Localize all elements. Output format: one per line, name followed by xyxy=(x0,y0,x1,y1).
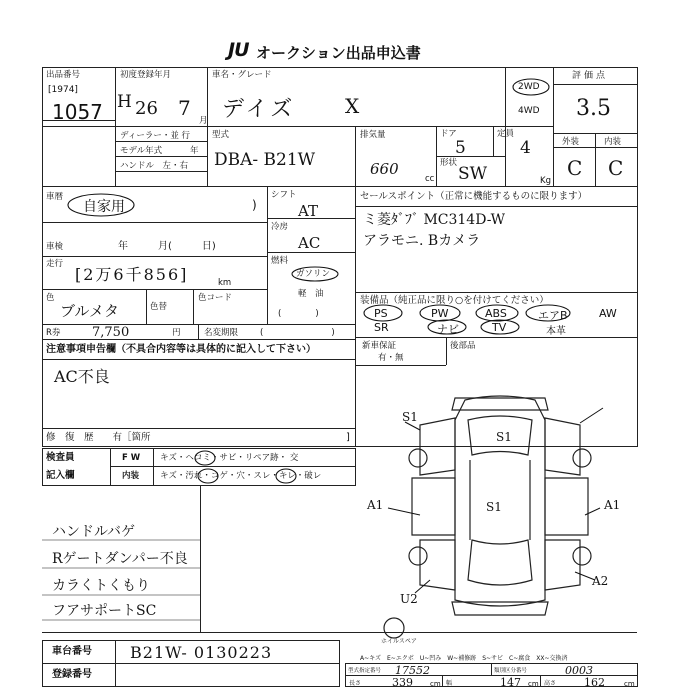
model-code: DBA- B21W xyxy=(214,150,316,170)
history-value: 自家用 xyxy=(83,199,125,215)
doors-label: ドア xyxy=(440,129,457,139)
equip-sr: SR xyxy=(374,321,389,334)
first-reg-label: 初度登録年月 xyxy=(120,70,172,80)
width-label: 幅 xyxy=(446,680,453,687)
fuel-paren: ( ) xyxy=(278,309,319,319)
shift-label: シフト xyxy=(271,190,297,200)
length-value: 339 xyxy=(392,676,413,689)
doors: 5 xyxy=(455,138,466,158)
height-value: 162 xyxy=(584,676,605,689)
equip-aw: AW xyxy=(599,307,617,320)
width-value: 147 xyxy=(500,676,521,689)
mark-a1-right: A1 xyxy=(604,498,621,512)
type-designation-label: 型式指定番号 xyxy=(348,668,382,674)
inspector-note-3: カラくトくもり xyxy=(52,578,150,594)
inspector-label-2: 記入欄 xyxy=(46,470,75,481)
fw-scale: キズ・ヘコミ・サビ・リペア跡・ 交 xyxy=(160,453,299,463)
new-car-warranty-value: 有・無 xyxy=(378,353,404,363)
first-reg-month: 7 xyxy=(178,96,191,120)
equip-abs: ABS xyxy=(485,307,507,320)
history-paren-close: ) xyxy=(252,198,257,212)
notes-label: 注意事項申告欄（不具合内容等は具体的に記入して下さい） xyxy=(46,344,316,355)
car-grade: X xyxy=(345,94,360,118)
capacity-label: 定員 xyxy=(497,129,515,139)
color-label: 色 xyxy=(46,293,55,303)
inspector-note-4: フアサポートSC xyxy=(52,603,157,619)
inspection-text: 年 月( 日) xyxy=(118,241,216,252)
length-unit: cm xyxy=(430,680,441,688)
lot-number: 1057 xyxy=(52,100,103,124)
mark-u2: U2 xyxy=(400,592,418,606)
notes-content: AC不良 xyxy=(54,367,110,386)
ju-logo: JU xyxy=(228,39,249,61)
ac: AC xyxy=(298,234,321,252)
type-designation-value: 17552 xyxy=(395,664,430,677)
mark-s1-top: S1 xyxy=(496,430,512,444)
first-reg-era: H xyxy=(117,92,132,112)
history-label: 車暦 xyxy=(46,192,64,202)
exterior-label: 外装 xyxy=(562,137,580,147)
name-change-value: ( ) xyxy=(260,328,335,338)
selling-points-label: セールスポイント（正常に機能するものに限ります） xyxy=(360,191,588,202)
ac-label: 冷房 xyxy=(271,222,289,232)
repair-history-close: ] xyxy=(346,432,350,443)
length-label: 長さ xyxy=(349,680,362,687)
exterior-grade: C xyxy=(567,156,583,180)
interior-insp-label: 内装 xyxy=(122,471,140,481)
color-no-label: 色替 xyxy=(150,302,168,312)
class-number-label: 類別区分番号 xyxy=(494,668,528,674)
height-label: 高さ xyxy=(544,680,557,687)
color: ブルメタ xyxy=(60,302,119,320)
repair-history-label: 修 復 歴 有［箇所 xyxy=(46,432,151,443)
model-year-label: モデル年式 xyxy=(120,146,163,156)
recycle-label: R券 xyxy=(46,328,61,338)
height-unit: cm xyxy=(624,680,635,688)
shape-label: 形状 xyxy=(440,158,458,168)
equip-ps: PS xyxy=(374,307,388,320)
kg-unit: Kg xyxy=(540,176,551,186)
mark-s1-left: S1 xyxy=(402,410,418,424)
form-title: オークション出品申込書 xyxy=(256,44,421,62)
inspection-label: 車検 xyxy=(46,242,64,252)
equip-tv: TV xyxy=(492,321,507,334)
equip-airbag: エアB xyxy=(538,309,568,322)
class-number-value: 0003 xyxy=(565,664,593,677)
interior-label: 内装 xyxy=(604,137,622,147)
drive-2wd: 2WD xyxy=(518,82,540,92)
first-reg-year: 26 xyxy=(135,98,158,119)
inspector-note-1: ハンドルバゲ xyxy=(52,524,136,540)
displacement: 660 xyxy=(370,160,399,178)
score-label: 評価点 xyxy=(572,71,609,81)
fuel-label: 燃料 xyxy=(271,256,289,266)
month-unit: 月 xyxy=(199,116,208,126)
mileage: [2万6千856] xyxy=(75,265,189,284)
width-unit: cm xyxy=(528,680,539,688)
km-unit: km xyxy=(218,278,232,288)
fuel-gasoline: ガソリン xyxy=(296,269,331,279)
chassis-label: 車台番号 xyxy=(52,646,92,657)
mark-s1-center: S1 xyxy=(486,500,502,514)
new-car-warranty-label: 新車保証 xyxy=(362,341,397,351)
mileage-label: 走行 xyxy=(46,259,64,269)
spare-wheel-mark: ホイルスペア xyxy=(381,638,417,645)
score-value: 3.5 xyxy=(576,96,611,121)
model-year-unit: 年 xyxy=(190,146,199,156)
equip-navi: ナビ xyxy=(437,323,459,336)
after-parts-label: 後部品 xyxy=(450,341,476,351)
mark-a1-left: A1 xyxy=(367,498,384,512)
car-name: デイズ xyxy=(222,97,296,122)
selling-point-2: アラモニ. Bカメラ xyxy=(363,233,481,249)
equip-leather: 本革 xyxy=(546,326,566,337)
yen-unit: 円 xyxy=(172,328,181,338)
inspector-label: 検査員 xyxy=(46,452,75,463)
selling-point-1: ミ菱ﾀﾞﾌﾞ MC314D-W xyxy=(363,212,506,228)
color-code-label: 色コード xyxy=(198,293,233,303)
interior-grade: C xyxy=(608,156,624,180)
shift: AT xyxy=(298,202,319,220)
equipment-label: 装備品（純正品に限り○を付けてください） xyxy=(360,295,549,306)
damage-legend: A~キズ E~エクボ U~凹み W~補修跡 S~サビ C~腐食 XX~交換済 xyxy=(360,655,568,662)
fw-label: F W xyxy=(122,453,141,463)
chassis-number: B21W- 0130223 xyxy=(130,643,273,662)
lot-number-label: 出品番号 xyxy=(46,70,81,80)
recycle-amount: 7,750 xyxy=(92,325,130,340)
drive-4wd: 4WD xyxy=(518,106,540,116)
capacity: 4 xyxy=(520,138,531,158)
displacement-label: 排気量 xyxy=(360,130,386,140)
shape: SW xyxy=(458,164,488,184)
cc-unit: cc xyxy=(425,174,435,184)
car-name-label: 車名・グレード xyxy=(212,70,272,80)
model-label: 型式 xyxy=(212,130,230,140)
lot-number-sub: [1974] xyxy=(48,85,78,95)
dealer-label: ディーラー・並 行 xyxy=(120,131,191,141)
fuel-alt: 軽 油 xyxy=(298,289,324,299)
handle-label: ハンドル 左・右 xyxy=(120,161,189,171)
inspector-note-2: Rゲートダンパー不良 xyxy=(52,551,188,567)
mark-a2: A2 xyxy=(592,574,609,588)
name-change-label: 名変期限 xyxy=(204,328,239,338)
equip-pw: PW xyxy=(431,307,449,320)
registration-label: 登録番号 xyxy=(52,669,92,680)
interior-scale: キズ・汚れ・コゲ・穴・スレ・キレ・破レ xyxy=(160,471,322,481)
